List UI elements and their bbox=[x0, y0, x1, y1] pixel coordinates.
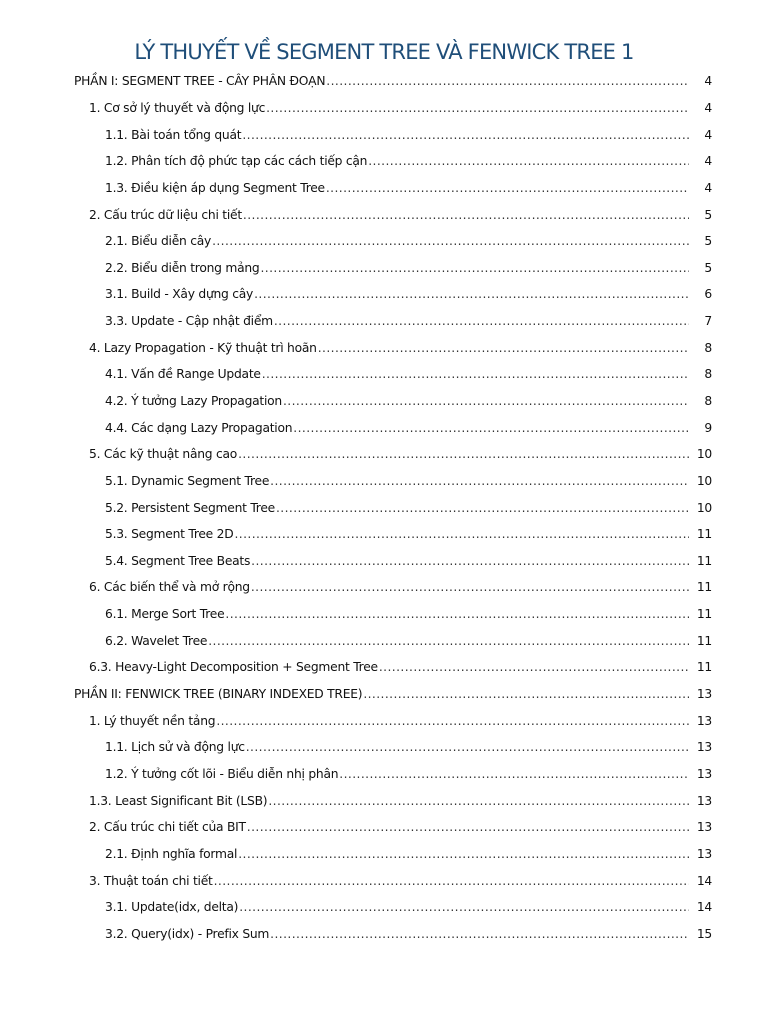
toc-entry-label: 1.2. Phân tích độ phức tạp các cách tiếp cận bbox=[105, 154, 368, 169]
toc-page-number: 4 bbox=[704, 74, 712, 89]
toc-page-number: 4 bbox=[704, 100, 712, 115]
toc-entry[interactable] bbox=[0, 334, 768, 361]
toc-entry-label: 2. Cấu trúc chi tiết của BIT bbox=[89, 820, 246, 835]
toc-dot-leader bbox=[212, 234, 689, 248]
toc-entry-label: 3. Thuật toán chi tiết bbox=[89, 873, 213, 888]
toc-entry[interactable] bbox=[0, 148, 768, 175]
toc-dot-leader bbox=[261, 261, 690, 275]
toc-entry-label: 1.2. Ý tưởng cốt lõi - Biểu diễn nhị phân bbox=[105, 766, 339, 781]
toc-entry[interactable] bbox=[0, 601, 768, 628]
toc-entry-label: 2.1. Định nghĩa formal bbox=[105, 846, 238, 861]
toc-page-number: 10 bbox=[696, 473, 712, 488]
toc-page-number: 13 bbox=[696, 713, 712, 728]
toc-page-number: 8 bbox=[704, 394, 712, 408]
toc-entry[interactable] bbox=[0, 894, 768, 921]
toc-entry-label: 6.1. Merge Sort Tree bbox=[105, 607, 225, 622]
toc-entry[interactable] bbox=[0, 548, 768, 575]
toc-entry-label: 2.2. Biểu diễn trong mảng bbox=[105, 260, 260, 275]
toc-entry-label: 3.1. Build - Xây dựng cây bbox=[105, 287, 254, 302]
toc-page-number: 14 bbox=[696, 900, 712, 915]
toc-page-number: 5 bbox=[704, 260, 712, 275]
toc-entry[interactable] bbox=[0, 761, 768, 788]
toc-entry-label: 4.4. Các dạng Lazy Propagation bbox=[105, 420, 293, 435]
toc-dot-leader bbox=[268, 794, 689, 808]
toc-dot-leader bbox=[214, 874, 689, 888]
toc-page-number: 13 bbox=[696, 766, 712, 781]
toc-dot-leader bbox=[243, 208, 689, 222]
toc-page-number: 11 bbox=[696, 633, 712, 648]
toc-entry-label: PHẦN I: SEGMENT TREE - CÂY PHÂN ĐOẠN bbox=[74, 74, 326, 89]
toc-entry-label: 1.3. Least Significant Bit (LSB) bbox=[89, 793, 268, 808]
toc-entry[interactable] bbox=[0, 654, 768, 681]
toc-entry[interactable] bbox=[0, 121, 768, 148]
toc-entry[interactable] bbox=[0, 361, 768, 388]
toc-dot-leader bbox=[251, 580, 689, 594]
toc-dot-leader bbox=[368, 154, 689, 168]
toc-entry[interactable] bbox=[0, 254, 768, 281]
toc-entry-label: 5. Các kỹ thuật nâng cao bbox=[89, 447, 238, 462]
toc-dot-leader bbox=[318, 341, 689, 355]
toc-dot-leader bbox=[247, 820, 689, 834]
toc-entry[interactable] bbox=[0, 574, 768, 601]
toc-dot-leader bbox=[326, 181, 689, 195]
toc-dot-leader bbox=[239, 900, 689, 914]
toc-page-number: 11 bbox=[696, 553, 712, 568]
toc-dot-leader bbox=[339, 767, 689, 781]
toc-entry-label: 5.4. Segment Tree Beats bbox=[105, 553, 251, 568]
toc-dot-leader bbox=[242, 128, 689, 142]
toc-entry-label: 2.1. Biểu diễn cây bbox=[105, 234, 212, 249]
toc-dot-leader bbox=[270, 927, 689, 941]
toc-dot-leader bbox=[266, 101, 689, 115]
toc-dot-leader bbox=[238, 847, 689, 861]
toc-page-number: 13 bbox=[696, 820, 712, 835]
toc-entry[interactable] bbox=[0, 68, 768, 95]
toc-dot-leader bbox=[293, 421, 689, 435]
toc-entry[interactable] bbox=[0, 921, 768, 948]
toc-page-number: 10 bbox=[696, 447, 712, 462]
toc-dot-leader bbox=[262, 367, 689, 381]
toc-page-number: 11 bbox=[696, 580, 712, 595]
toc-page-number: 11 bbox=[696, 527, 712, 542]
document-title: LÝ THUYẾT VỀ SEGMENT TREE VÀ FENWICK TREE 1 bbox=[134, 40, 634, 64]
toc-entry-label: 1. Lý thuyết nền tảng bbox=[89, 713, 216, 728]
toc-dot-leader bbox=[251, 554, 689, 568]
toc-entry[interactable] bbox=[0, 787, 768, 814]
toc-entry-label: 4. Lazy Propagation - Kỹ thuật trì hoãn bbox=[89, 340, 317, 355]
toc-dot-leader bbox=[363, 687, 689, 701]
toc-dot-leader bbox=[208, 634, 689, 648]
toc-entry-label: PHẦN II: FENWICK TREE (BINARY INDEXED TREE) bbox=[74, 687, 363, 702]
toc-dot-leader bbox=[246, 740, 689, 754]
toc-page-number: 5 bbox=[704, 234, 712, 249]
toc-entry-label: 5.3. Segment Tree 2D bbox=[105, 527, 234, 542]
toc-entry-label: 5.2. Persistent Segment Tree bbox=[105, 500, 275, 515]
toc-page-number: 11 bbox=[696, 660, 712, 675]
toc-entry-label: 1.1. Lịch sử và động lực bbox=[105, 740, 245, 755]
toc-page-number: 13 bbox=[696, 846, 712, 861]
toc-page-number: 14 bbox=[696, 873, 712, 888]
toc-entry-label: 4.2. Ý tưởng Lazy Propagation bbox=[105, 394, 282, 408]
toc-dot-leader bbox=[225, 607, 689, 621]
toc-entry[interactable] bbox=[0, 228, 768, 255]
toc-entry-label: 1.1. Bài toán tổng quát bbox=[105, 127, 242, 142]
toc-entry[interactable] bbox=[0, 867, 768, 894]
toc-entry[interactable] bbox=[0, 95, 768, 122]
toc-entry-label: 5.1. Dynamic Segment Tree bbox=[105, 473, 270, 488]
toc-page-number: 13 bbox=[696, 793, 712, 808]
toc-dot-leader bbox=[216, 714, 689, 728]
toc-entry[interactable] bbox=[0, 814, 768, 841]
toc-entry[interactable] bbox=[0, 841, 768, 868]
toc-entry[interactable] bbox=[0, 681, 768, 708]
toc-dot-leader bbox=[283, 394, 689, 408]
toc-entry-label: 2. Cấu trúc dữ liệu chi tiết bbox=[89, 207, 242, 222]
toc-entry[interactable] bbox=[0, 414, 768, 441]
toc-dot-leader bbox=[254, 287, 689, 301]
toc-entry-label: 4.1. Vấn đề Range Update bbox=[105, 367, 261, 382]
toc-page-number: 4 bbox=[704, 154, 712, 169]
toc-page-number: 13 bbox=[696, 740, 712, 755]
toc-page-number: 7 bbox=[704, 314, 712, 329]
toc-page-number: 8 bbox=[704, 340, 712, 355]
toc-entry[interactable] bbox=[0, 388, 768, 415]
toc-page-number: 9 bbox=[704, 420, 712, 435]
toc-page-number: 4 bbox=[704, 127, 712, 142]
toc-dot-leader bbox=[276, 501, 689, 515]
toc-entry-label: 6.2. Wavelet Tree bbox=[105, 633, 208, 648]
toc-dot-leader bbox=[379, 660, 689, 674]
toc-page-number: 10 bbox=[696, 500, 712, 515]
toc-page-number: 15 bbox=[696, 926, 712, 941]
toc-page-number: 5 bbox=[704, 207, 712, 222]
toc-entry[interactable] bbox=[0, 441, 768, 468]
toc-entry[interactable] bbox=[0, 281, 768, 308]
toc-entry-label: 3.2. Query(idx) - Prefix Sum bbox=[105, 926, 270, 941]
toc-dot-leader bbox=[238, 447, 689, 461]
toc-dot-leader bbox=[326, 74, 689, 88]
toc-dot-leader bbox=[270, 474, 689, 488]
toc-entry-label: 3.1. Update(idx, delta) bbox=[105, 900, 239, 915]
toc-entry[interactable] bbox=[0, 734, 768, 761]
toc-entry[interactable] bbox=[0, 521, 768, 548]
toc-entry[interactable] bbox=[0, 201, 768, 228]
toc-page-number: 11 bbox=[696, 607, 712, 622]
table-of-contents bbox=[0, 68, 768, 947]
toc-page-number: 6 bbox=[704, 287, 712, 302]
toc-page-number: 4 bbox=[704, 180, 712, 195]
toc-entry[interactable] bbox=[0, 175, 768, 202]
toc-dot-leader bbox=[234, 527, 689, 541]
toc-entry-label: 3.3. Update - Cập nhật điểm bbox=[105, 314, 273, 329]
toc-entry[interactable] bbox=[0, 308, 768, 335]
toc-entry-label: 6. Các biến thể và mở rộng bbox=[89, 580, 250, 595]
toc-page-number: 8 bbox=[704, 367, 712, 382]
toc-page-number: 13 bbox=[696, 687, 712, 702]
toc-entry[interactable] bbox=[0, 627, 768, 654]
toc-entry-label: 1.3. Điều kiện áp dụng Segment Tree bbox=[105, 180, 325, 195]
toc-entry-label: 1. Cơ sở lý thuyết và động lực bbox=[89, 100, 266, 115]
toc-entry[interactable] bbox=[0, 707, 768, 734]
toc-dot-leader bbox=[274, 314, 689, 328]
toc-entry[interactable] bbox=[0, 494, 768, 521]
toc-entry-label: 6.3. Heavy-Light Decomposition + Segment Tree bbox=[89, 660, 378, 675]
toc-entry[interactable] bbox=[0, 468, 768, 495]
